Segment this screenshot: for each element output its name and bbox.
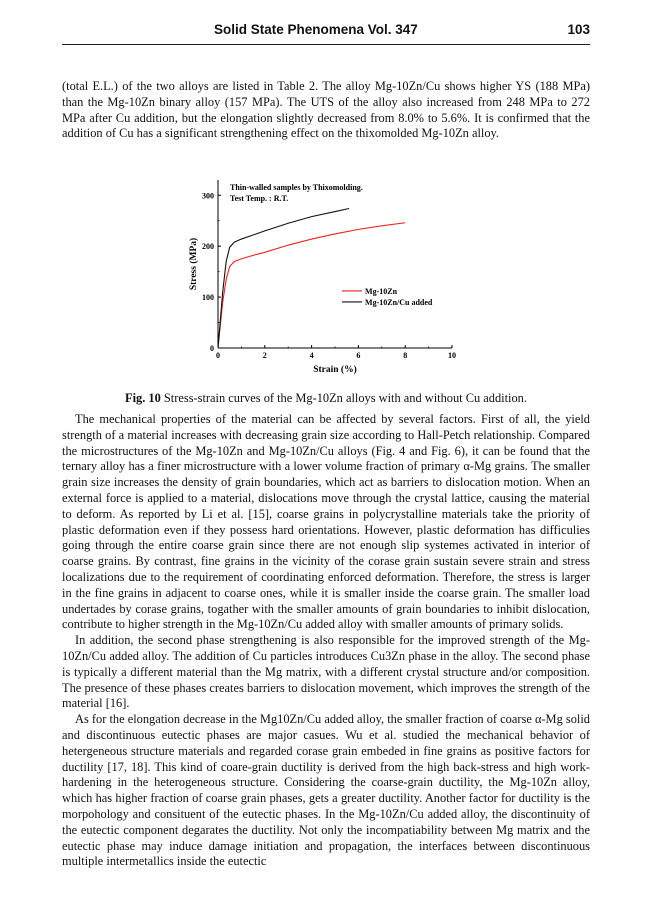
x-tick-label: 0 [216, 351, 220, 360]
stress-strain-figure [182, 174, 472, 378]
x-tick-label: 10 [448, 351, 456, 360]
paragraph: As for the elongation decrease in the Mg10Zn/Cu added alloy, the smaller fraction of coarse α-Mg solid and discontinuous eutectic phases are major casues. Wu et al. studied the mechanical behavior of hetergeneous structure materials and regarded corase grain embeded in fine grains as positive factors for ductility [17, 18]. This kind of coare-grain ductility is derived from the high back-stress and high work-hardening in the heterogeneous structure. Considering the coarse-grain ductility, the Mg-10Zn alloy, which has higher fraction of coarse grain phases, gets a greater ductility. Another factor for ductility is the morpohology and consituent of the eutectic phases. In the Mg-10Zn/Cu added alloy, the discontinuity of the eutectic component degarates the ductility. Not only the incompatiability between Mg matrix and the eutectic phase may induce damage initiation and propagation, the interfaces between discontinuous multiple intermetallics inside the eutectic [62, 712, 590, 869]
figure-caption-text: Stress-strain curves of the Mg-10Zn alloys with and without Cu addition. [160, 391, 527, 405]
body-text-bottom [62, 412, 590, 870]
x-tick-label: 6 [356, 351, 361, 360]
paragraph: The mechanical properties of the material can be affected by several factors. First of all, the yield strength of a material increases with decreasing grain size according to Hall-Petch relationship. Compared the microstructures of the Mg-10Zn and Mg-10Zn/Cu alloys (Fig. 4 and Fig. 6), it can be found that the ternary alloy has a finer microstructure with a lower volume fraction of primary α-Mg grains. The smaller grain size increases the density of grain boundaries, which act as barriers to dislocation motion. When an external force is applied to a material, dislocations move through the crystal lattice, causing the material to deform. As reported by Li et al. [15], coarse grains in polycrystalline materials take the priority of plastic deformation even if they possess hard orientations. However, plastic deformation has difficulies going through the entire coarse grain since there are not enough slip systemes activated in interior of coarse grains. By contrast, fine grains in the vicinity of the corase grain sustain severe strain and stress localizations due to the requirement of coordinating enforced deformation. Therefore, the stress is larger in the fine grains in adjacent to coarse ones, while it is smaller inside the coarse grain. The smaller load undertades by corase grains, togather with the smaller amounts of grain boundaries to inhibit dislocation, contribute to higher strength in the Mg-10Zn/Cu added alloy with smaller amounts of primary solids. [62, 412, 590, 632]
figure-caption [62, 391, 590, 406]
y-tick-label: 200 [202, 242, 214, 252]
series-line-mg-10zn-cu [218, 209, 349, 348]
stress-strain-chart [182, 174, 472, 378]
header-rule [62, 44, 590, 45]
paragraph: (total E.L.) of the two alloys are listed in Table 2. The alloy Mg-10Zn/Cu shows higher YS (188 MPa) than the Mg-10Zn binary alloy (157 MPa). The UTS of the alloy also increased from 248 MPa to 272 MPa after Cu addition, but the elongation slightly decreased from 8.0% to 5.6%. It is confirmed that the addition of Cu has a significant strengthening effect on the thixomolded Mg-10Zn alloy. [62, 79, 590, 141]
y-tick-label: 0 [210, 344, 214, 353]
x-tick-label: 8 [403, 351, 408, 360]
running-header [62, 22, 590, 42]
y-tick-label: 300 [202, 191, 214, 201]
chart-annotation-line: Test Temp. : R.T. [230, 194, 289, 203]
chart-annotation-line: Thin-walled samples by Thixomolding. [230, 183, 363, 192]
x-tick-label: 4 [309, 351, 314, 360]
y-tick-label: 100 [202, 293, 214, 303]
series-line-mg-10zn [218, 223, 405, 348]
paragraph: In addition, the second phase strengthening is also responsible for the improved strength of the Mg-10Zn/Cu added alloy. The addition of Cu particles introduces Cu3Zn phase in the alloy. The second phase is typically a different material than the Mg matrix, with a different crystal structure and/or composition. The presence of these phases creates barriers to dislocation movement, which improves the strength of the material [16]. [62, 633, 590, 711]
figure-label: Fig. 10 [125, 391, 161, 405]
x-axis-label: Strain (%) [313, 365, 357, 375]
legend-entry: Mg-10Zn [365, 286, 398, 296]
y-axis-label: Stress (MPa) [189, 237, 199, 291]
journal-title: Solid State Phenomena Vol. 347 [214, 22, 418, 37]
page-number: 103 [567, 22, 590, 37]
body-text-top [62, 79, 590, 142]
x-tick-label: 2 [262, 351, 267, 360]
legend-entry: Mg-10Zn/Cu added [365, 297, 433, 307]
